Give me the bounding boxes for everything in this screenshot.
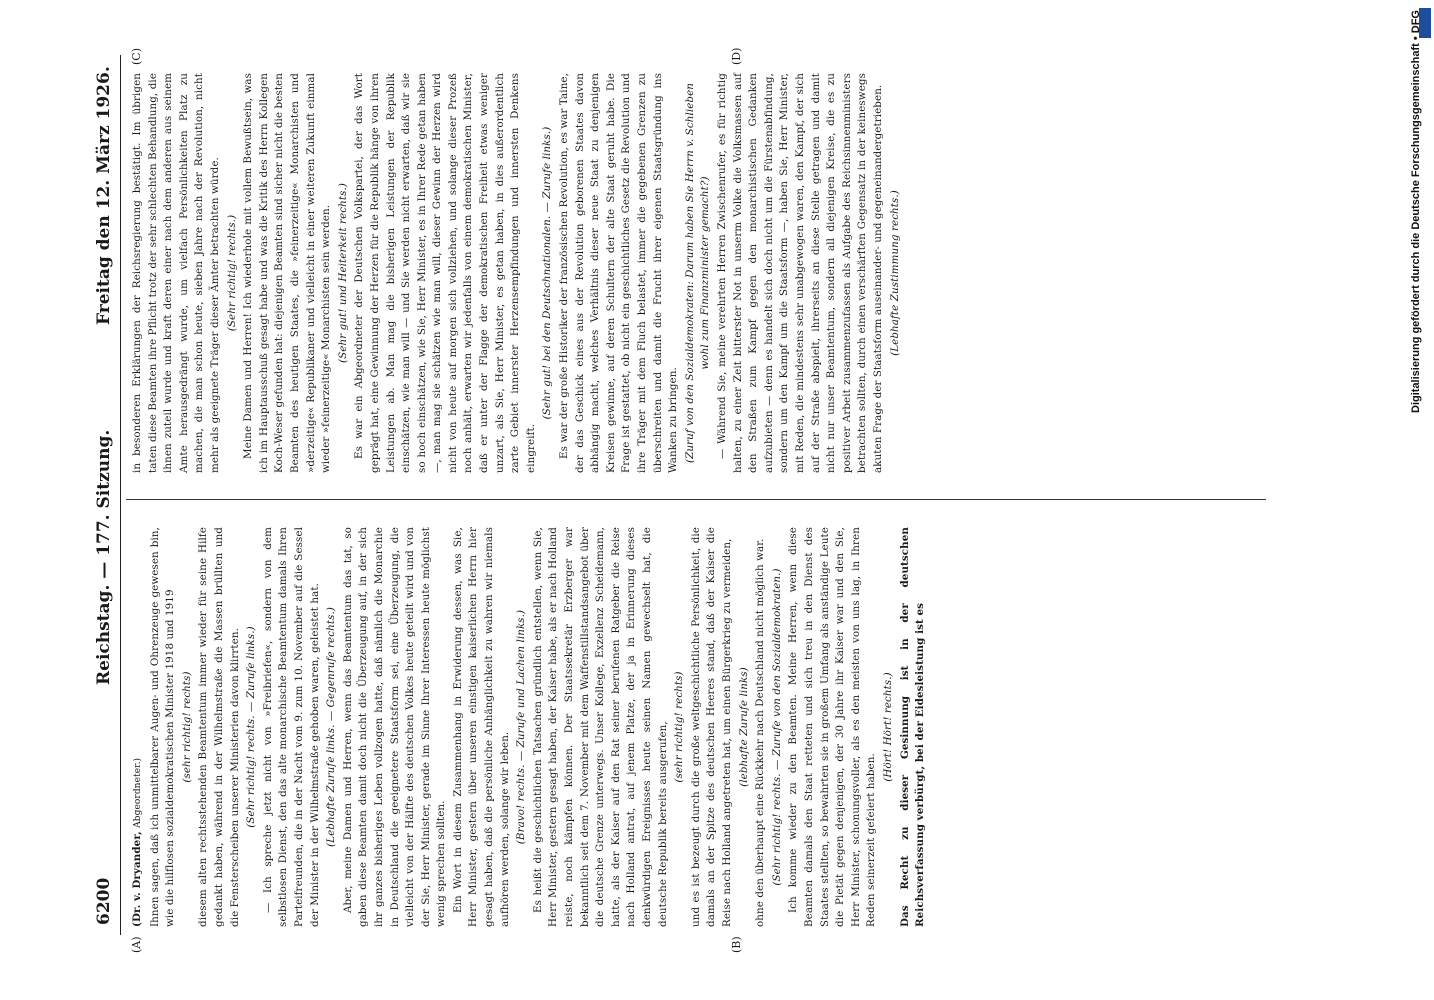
paragraph: — Ich spreche jetzt nicht von »Freibriefen«, sondern von dem selbstlosen Dienst, den das alte monarchische Beamtentum damals Ihren Parteifreunden, die in der Nacht vom 9. zum 10. November auf die Sessel der Minister in der Wilhelmstraße gehoben waren, geleistet hat.	[261, 527, 321, 927]
paragraph: — Während Sie, meine verehrten Herren Zwischenrufer, es für richtig halten, zu einer Zeit bitterster Not in unserm Volke die Volksmassen auf den Straßen zum Kampf gegen den monarchistischen Gedanken aufzubieten — denn es handelt sich doch nicht um die Fürstenabfindung, sondern um den Kampf um die Staatsform —, haben Sie, Herr Minister, mit Reden, die mindestens sehr unabgewogen waren, den Kampf, der sich auf der Straße abspielt, ihrerseits an diese Stelle getragen und damit nicht nur unser Beamtentum, sondern all diejenigen Kreise, die es zu positiver Arbeit zusammenzufassen als Aufgabe des Reichsinnenministers betrachten sollten, durch einen verschärften Gegensatz in der keineswegs akuten Frage der Staatsform auseinander- und gegeneinandergetrieben.	[715, 73, 884, 473]
margin-mark-b: (B)	[730, 936, 743, 953]
margin-mark-c: (C)	[130, 48, 143, 65]
paragraph: Ein Wort in diesem Zusammenhang in Erwiderung dessen, was Sie, Herr Minister, gestern über unseren einstigen kaiserlichen Herrn hier gesagt haben, daß die persönliche Anhänglichkeit zu wahren wir niemals aufhören werden, solange wir leben.	[451, 527, 511, 927]
speaker-role: Abgeordneter.)	[133, 757, 143, 828]
paragraph: diesem alten rechtsstehenden Beamtentum immer wieder für seine Hilfe gedankt haben, während in der Wilhelmstraße die Massen brüllten und die Fensterscheiben unserer Ministerien davon klirrten.	[197, 527, 241, 927]
paragraph: Es heißt die geschichtlichen Tatsachen gründlich entstellen, wenn Sie, Herr Minister, gestern gesagt haben, der Kaiser habe, als er nach Holland reiste, noch kämpfen können. Der Staatssekretär Erzberger war bekanntlich seit dem 7. November mit dem Waffenstillstandsangebot über die deutsche Grenze unterwegs. Unser Kollege, Exzellenz Scheidemann, hatte, als der Kaiser auf den Rat seiner berufenen Ratgeber die Reise nach Holland antrat, auf jenem Platze, der ja in Erinnerung dieses denkwürdigen Ereignisses heute seinen Namen gewechselt hat, die deutsche Republik bereits ausgerufen,	[531, 527, 669, 927]
paragraph: Meine Damen und Herren! Ich wiederhole mit vollem Bewußtsein, was ich im Hauptausschuß gesagt habe und was die Kritik des Herrn Kollegen Koch-Weser gefunden hat: diejenigen Beamten sind sicher nicht die besten Beamten des heutigen Staates, die »feinerzeitige« Monarchisten und »derzeitige« Republikaner und vielleicht in einer weiteren Zukunft einmal wieder »feinerzeitige« Monarchisten sein werden.	[242, 73, 333, 473]
page-number: 6200	[94, 877, 114, 925]
interjection: (Zuruf von den Sozialdemokraten: Darum haben Sie Herrn v. Schlieben wohl zum Finanzminister gemacht?)	[683, 82, 712, 464]
margin-mark-d: (D)	[730, 47, 743, 65]
right-column	[130, 73, 904, 473]
credit-logo-text: DFG	[1410, 10, 1422, 34]
interjection: (Sehr richtig! rechts. — Zurufe links.)	[245, 626, 258, 828]
interjection: (sehr richtig! rechts)	[180, 671, 193, 783]
margin-mark-a: (A)	[130, 936, 143, 953]
interjection: (Lebhafte Zurufe links. — Gegenrufe rechts.)	[325, 607, 338, 847]
interjection: (Sehr gut! bei den Deutschnationalen. — Zurufe links.)	[541, 126, 554, 420]
paragraph: und es ist bezeugt durch die große weltgeschichtliche Persönlichkeit, die damals an der Spitze des deutschen Heeres stand, daß der Kaiser die Reise nach Holland angetreten hat, um einen Bürgerkrieg zu vermeiden,	[689, 527, 733, 927]
interjection: (lebhafte Zurufe links)	[737, 667, 750, 787]
session-title: Reichstag. — 177. Sitzung.	[94, 429, 114, 685]
left-column	[130, 527, 930, 927]
session-date: Freitag den 12. März 1926.	[94, 66, 114, 325]
paragraph: Ihnen sagen, daß ich unmittelbarer Augen- und Ohrenzeuge gewesen bin, wie die hilflosen sozialdemokratischen Minister 1918 und 1919	[148, 527, 177, 927]
interjection: (Lebhafte Zustimmung rechts.)	[888, 190, 901, 356]
paragraph: Es war ein Abgeordneter der Deutschen Volkspartei, der das Wort geprägt hat, eine Gewinnung der Herzen für die Republik hänge von ihren Leistungen ab. Man mag die bisherigen Leistungen der Republik einschätzen, wie man will — und Sie werden nicht erwarten, daß wir sie so hoch einschätzen, wie Sie, Herr Minister, es in Ihrer Rede getan haben —, man mag sie schätzen wie man will, dieser Gewinn der Herzen wird nicht von heute auf morgen sich vollziehen, und solange dieser Prozeß noch anhält, erwarten wir jedenfalls von einem demokratischen Minister, daß er unter der Flagge der demokratischen Freiheit etwas weniger unzart, als Sie, Herr Minister, es getan haben, in dies außerordentlich zarte Gebiet innerster Herzensempfindungen und innersten Denkens eingreift.	[353, 73, 537, 473]
paragraph: ohne den überhaupt eine Rückkehr nach Deutschland nicht möglich war.	[754, 538, 767, 927]
closing-bold-text: Das Recht zu dieser Gesinnung ist in der deutschen Reichsverfassung verbürgt, bei der Eidesleistung ist es	[898, 527, 927, 927]
interjection: (Sehr richtig! rechts.)	[225, 214, 238, 332]
page-header	[90, 55, 121, 935]
paragraph: Es war der große Historiker der französischen Revolution, es war Taine, der das Geschick eines aus der Revolution geborenen Staates davon abhängig macht, welches Verhältnis dieser neue Staat zu denjenigen Kreisen gewinne, auf deren Schultern der alte Staat geruht habe. Die Frage ist gestattet, ob nicht ein geschichtliches Gesetz die Revolution und ihre Träger mit dem Fluch belastet, immer die gegebenen Grenzen zu überschreiten und damit die Frucht ihrer eigenen Staatsgründung ins Wanken zu bringen.	[558, 73, 680, 473]
rotated-page-content	[90, 47, 1310, 953]
interjection: (sehr richtig! rechts)	[673, 671, 686, 783]
credit-line: Digitalisierung gefördert durch die Deutsche Forschungsgemeinschaft •	[1410, 36, 1422, 413]
digitization-credit	[1408, 10, 1432, 990]
paragraph: Ich komme wieder zu den Beamten. Meine Herren, wenn diese Beamten damals den Staat retteten und sich treu in den Dienst des Staates stellten, so bewahrten sie in großem Umfang als anständige Leute die Pietät gegen denjenigen, der 30 Jahre ihr Kaiser war und den Sie, Herr Minister, schonungsvoller, als es den meisten von uns lag, in Ihren Reden seinerzeit gefeiert haben.	[787, 527, 878, 927]
interjection: (Sehr richtig! rechts. — Zurufe von den Sozialdemokraten.)	[770, 568, 783, 886]
paragraph: Aber, meine Damen und Herren, wenn das Beamtentum das tat, so gaben diese Beamten damit doch nicht die Überzeugung auf, in der sich ihr ganzes bisheriges Leben vollzogen hatte, daß nämlich die Monarchie in Deutschland die geeignetere Staatsform sei, eine Überzeugung, die vielleicht von der Hälfte des deutschen Volkes heute geteilt wird und von der Sie, Herr Minister, gerade im Sinne Ihrer Interessen heute möglichst wenig sprechen sollten.	[341, 527, 448, 927]
interjection: (Bravo! rechts. — Zurufe und Lachen links.)	[515, 609, 528, 845]
interjection: (Sehr gut! und Heiterkeit rechts.)	[336, 183, 349, 363]
interjection: (Hört! Hört! rechts.)	[881, 672, 894, 782]
speaker-line	[130, 527, 147, 927]
column-divider	[126, 499, 1266, 500]
speaker-name: (Dr. v. Dryander,	[131, 831, 143, 927]
paragraph: in besonderen Erklärungen der Reichsregierung bestätigt. Im übrigen taten diese Beamten ihre Pflicht trotz der sehr schlechten Behandlung, die ihnen zuteil wurde und kraft deren einer nach dem anderen aus seinem Amte herausgedrängt wurde, um vielfach Persönlichkeiten Platz zu machen, die man schon heute, sieben Jahre nach der Revolution, nicht mehr als geeignete Träger dieser Ämter betrachten würde.	[131, 73, 221, 473]
scanned-page	[90, 47, 1310, 953]
credit-text	[1410, 10, 1430, 990]
